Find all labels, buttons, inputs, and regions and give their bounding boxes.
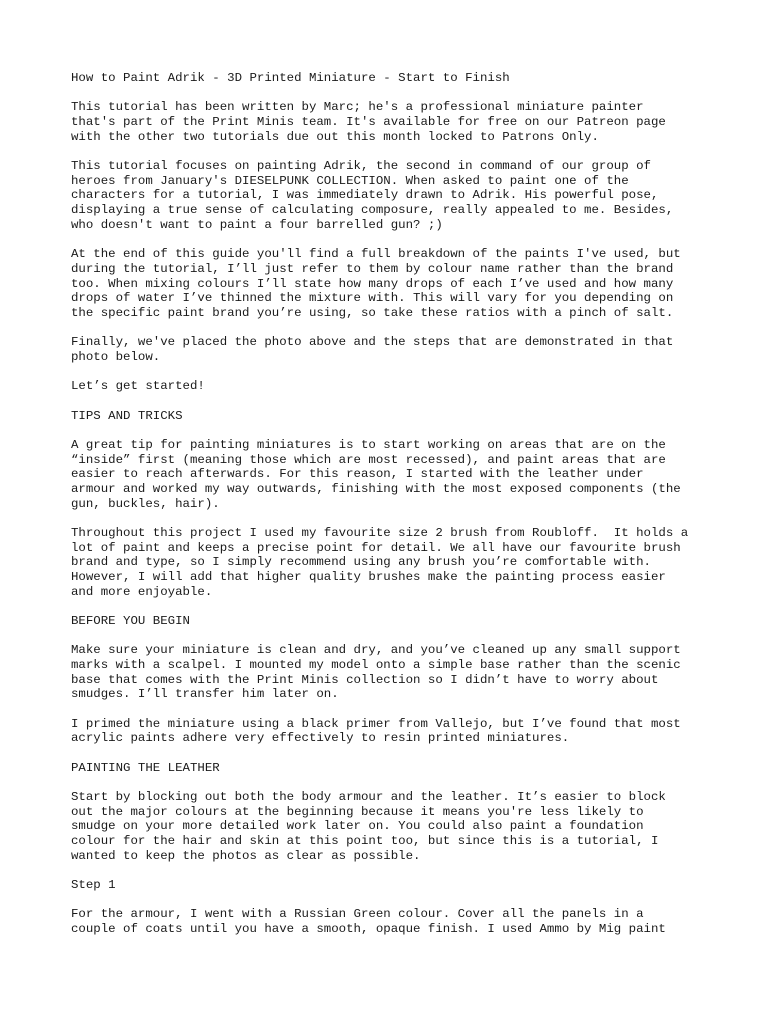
before-paragraph-1: Make sure your miniature is clean and dry, and you’ve cleaned up any small support marks with a scalpel. I mounted my model onto a simple base rather than the scenic base that comes with the Print Minis collection so I didn’t have to worry about smudges. I’ll transfer him later on. xyxy=(71,643,681,702)
before-heading: BEFORE YOU BEGIN xyxy=(71,614,190,629)
start-paragraph: Let’s get started! xyxy=(71,379,205,394)
intro-paragraph: This tutorial has been written by Marc; he's a professional miniature painter that's part of the Print Minis team. It's available for free on our Patreon page with the other two tutorials due out this month locked to Patrons Only. xyxy=(71,100,666,144)
step-1-paragraph: For the armour, I went with a Russian Green colour. Cover all the panels in a couple of coats until you have a smooth, opaque finish. I used Ammo by Mig paint xyxy=(71,907,666,937)
tips-paragraph-2: Throughout this project I used my favourite size 2 brush from Roubloff. It holds a lot of paint and keeps a precise point for detail. We all have our favourite brush brand and type, so I simply recommend using any brush you’re comfortable with. However, I will add that higher quality brushes make the painting process easier and more enjoyable. xyxy=(71,525,689,599)
step-1-heading: Step 1 xyxy=(71,878,116,893)
focus-paragraph: This tutorial focuses on painting Adrik, the second in command of our group of heroes from January's DIESELPUNK COLLECTION. When asked to paint one of the characters for a tutorial, I was immediately drawn to Adrik. His powerful pose, displaying a true sense of calculating composure, really appealed to me. Besides, who doesn't want to paint a four barrelled gun? ;) xyxy=(71,159,674,232)
photo-note-paragraph: Finally, we've placed the photo above and the steps that are demonstrated in that photo below. xyxy=(71,335,674,364)
document-page xyxy=(71,71,711,951)
breakdown-paragraph: At the end of this guide you'll find a full breakdown of the paints I've used, but during the tutorial, I’ll just refer to them by colour name rather than the brand too. When mixing colours I’ll state how many drops of each I’ve used and how many drops of water I’ve thinned the mixture with. This will vary for you depending on the specific paint brand you’re using, so take these ratios with a pinch of salt. xyxy=(71,247,681,320)
leather-heading: PAINTING THE LEATHER xyxy=(71,760,220,775)
before-paragraph-2: I primed the miniature using a black primer from Vallejo, but I’ve found that most acrylic paints adhere very effectively to resin printed miniatures. xyxy=(71,716,681,746)
leather-paragraph-1: Start by blocking out both the body armour and the leather. It’s easier to block out the major colours at the beginning because it means you're less likely to smudge on your more detailed work later on. You could also paint a foundation colour for the hair and skin at this point too, but since this is a tutorial, I wanted to keep the photos as clear as possible. xyxy=(71,790,666,863)
tips-paragraph-1: A great tip for painting miniatures is to start working on areas that are on the “inside” first (meaning those which are most recessed), and paint areas that are easier to reach afterwards. For this reason, I started with the leather under armour and worked my way outwards, finishing with the most exposed components (the gun, buckles, hair). xyxy=(71,437,681,511)
tips-heading: TIPS AND TRICKS xyxy=(71,408,183,423)
document-title: How to Paint Adrik - 3D Printed Miniature - Start to Finish xyxy=(71,71,510,85)
